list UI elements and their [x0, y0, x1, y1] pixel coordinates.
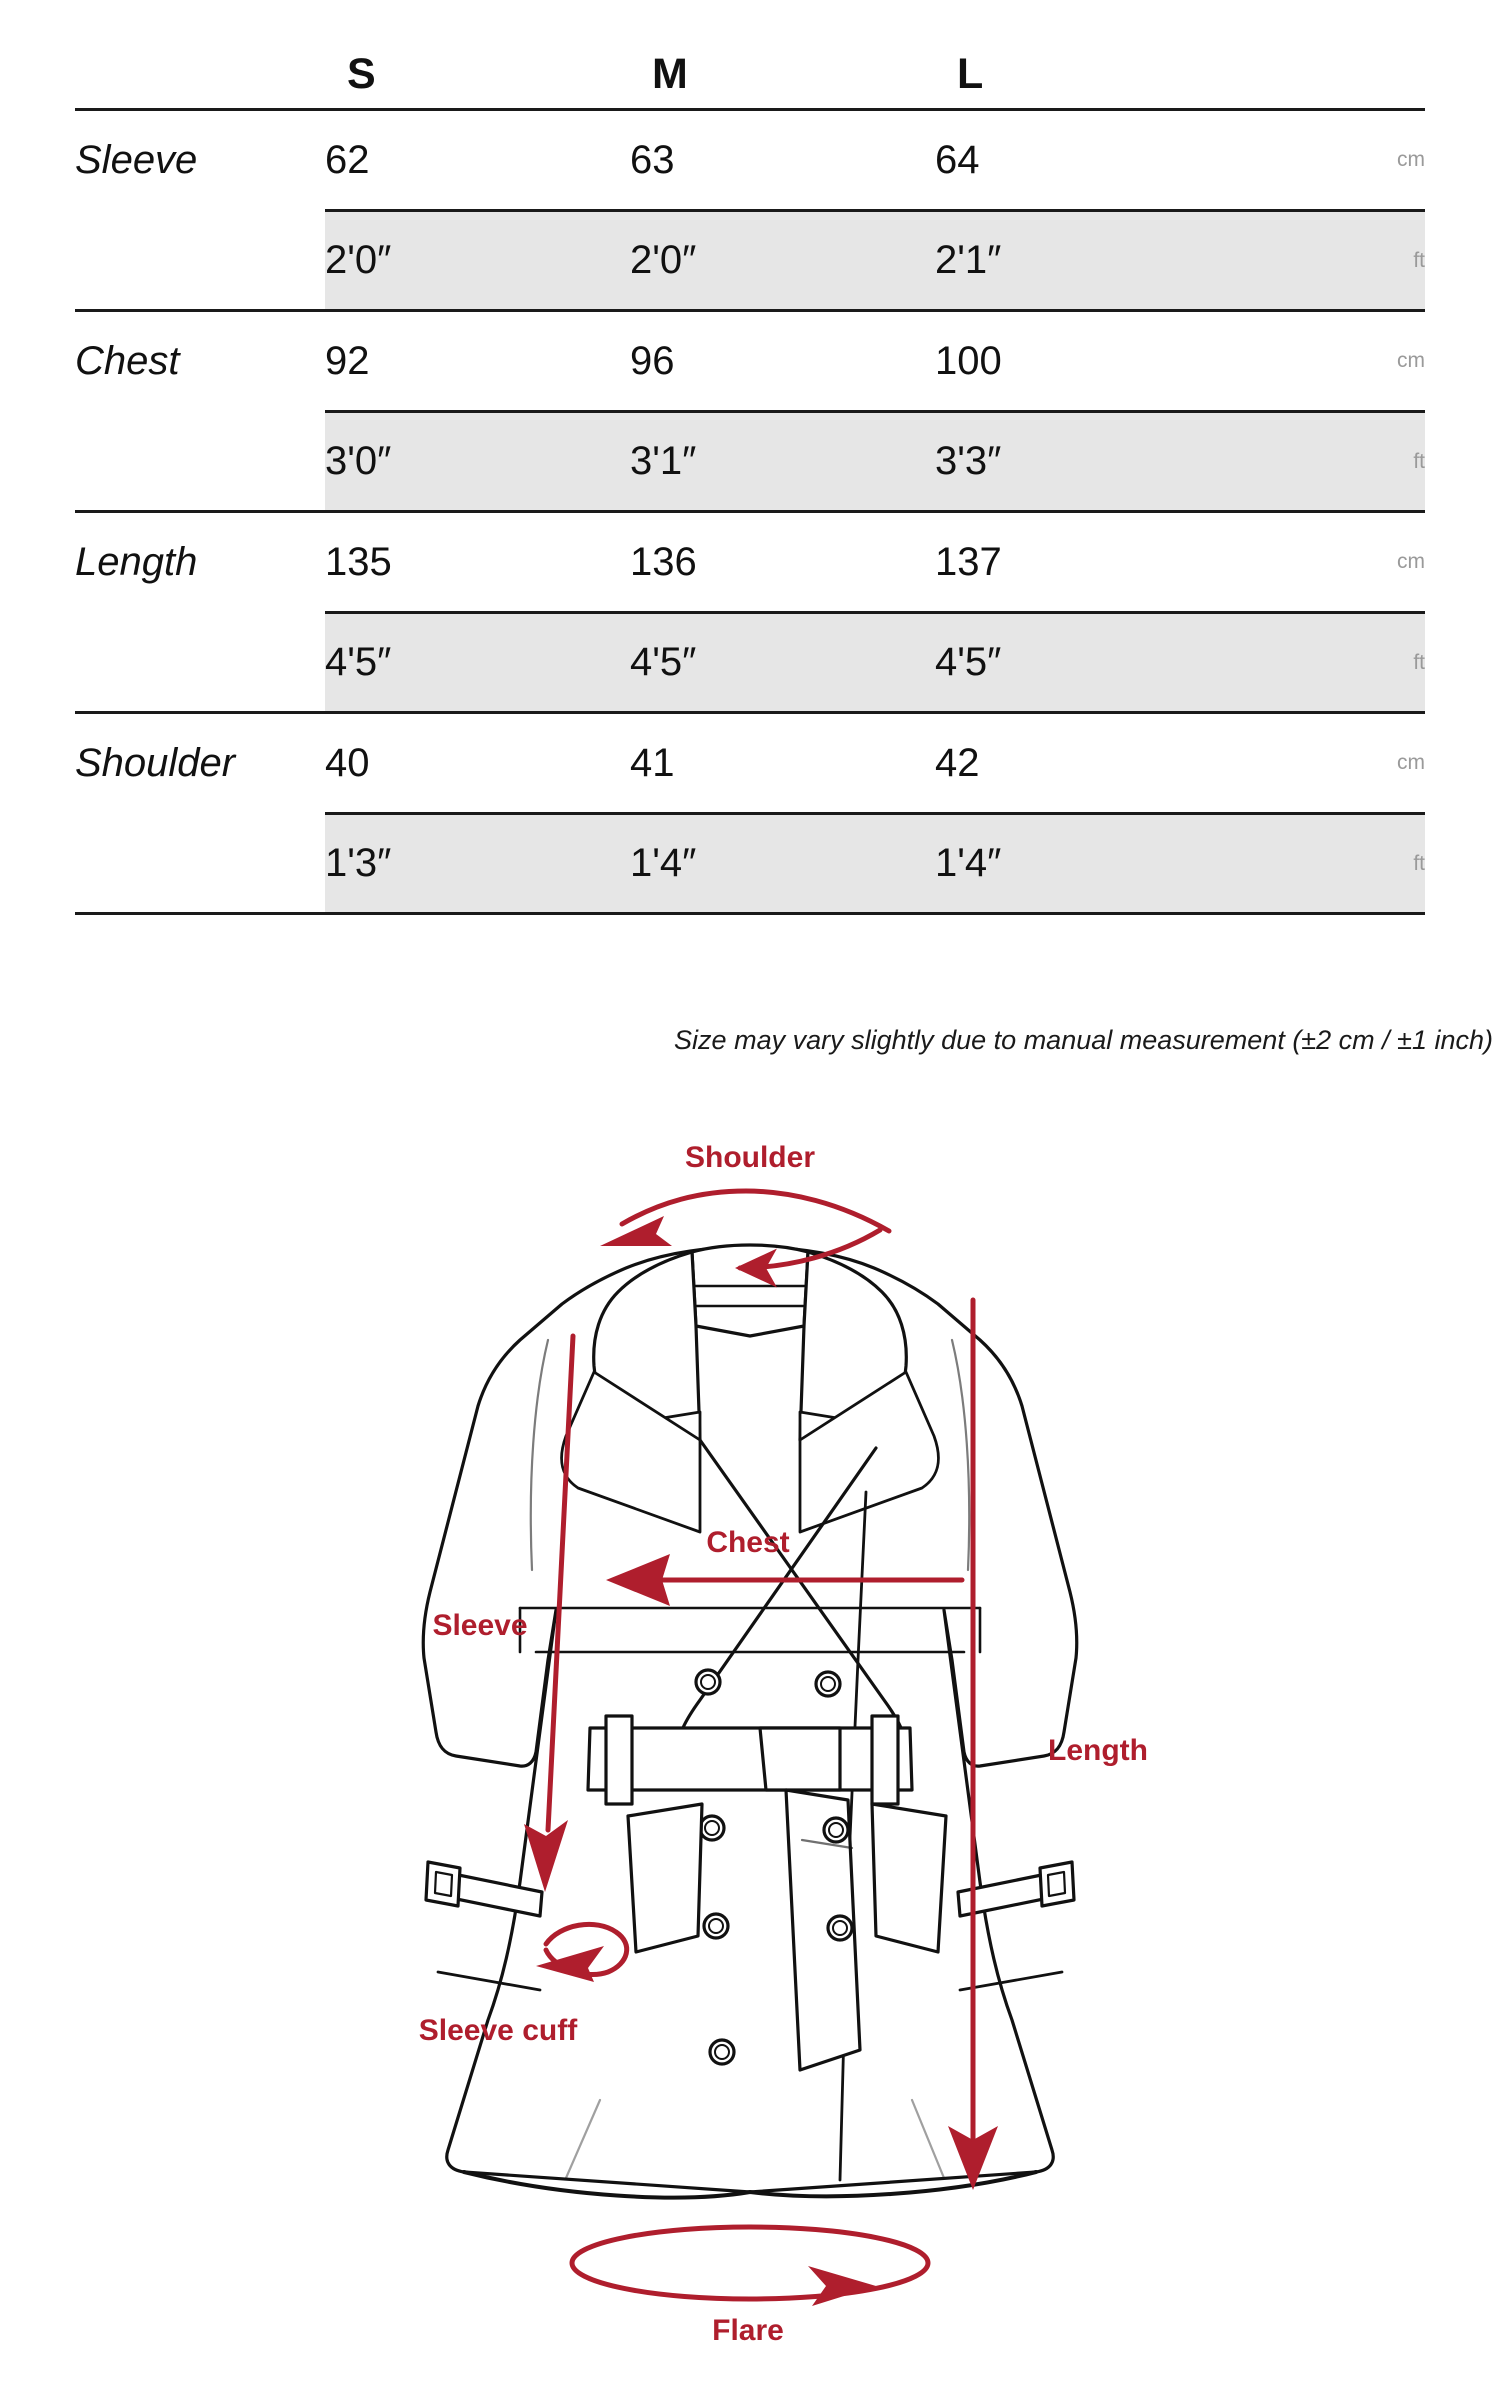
row-label-spacer	[75, 613, 325, 713]
shoulder-arc	[622, 1191, 889, 1231]
table-header-row	[75, 40, 1425, 110]
table-row	[75, 412, 1425, 512]
button	[821, 1677, 835, 1691]
button	[701, 1675, 715, 1689]
table-row	[75, 211, 1425, 311]
button	[833, 1921, 847, 1935]
label-shoulder: Shoulder	[684, 1141, 816, 1174]
header-measurement	[75, 40, 325, 110]
row-label-spacer	[75, 211, 325, 311]
table-row	[75, 613, 1425, 713]
sleeve-m-ft: 2'0″	[630, 211, 935, 311]
table-row	[75, 110, 1425, 211]
label-flare: Flare	[712, 2314, 784, 2347]
coat-outline	[423, 1245, 1077, 2198]
chest-m-cm: 96	[630, 311, 935, 412]
collar-stand	[692, 1245, 808, 1336]
header-size-s: S	[347, 49, 376, 98]
sleeve-m-cm: 63	[630, 110, 935, 211]
chest-l-cm: 100	[935, 311, 1240, 412]
shoulder-s-ft: 1'3″	[325, 814, 630, 914]
header-size-l: L	[957, 49, 983, 98]
shoulder-s-cm: 40	[325, 713, 630, 814]
sleeve-l-cm: 64	[935, 110, 1240, 211]
table-row	[75, 311, 1425, 412]
table-row	[75, 814, 1425, 914]
belt-knot	[760, 1728, 840, 1790]
row-label-chest: Chest	[75, 311, 325, 412]
row-label-shoulder: Shoulder	[75, 713, 325, 814]
chest-l-ft: 3'3″	[935, 412, 1240, 512]
label-length: Length	[1048, 1734, 1148, 1767]
flare-arrowhead	[808, 2266, 876, 2306]
label-sleeve: Sleeve	[432, 1609, 528, 1642]
header-unit	[1240, 40, 1425, 110]
table-row	[75, 512, 1425, 613]
unit-ft: ft	[1240, 211, 1425, 311]
shoulder-l-cm: 42	[935, 713, 1240, 814]
length-l-cm: 137	[935, 512, 1240, 613]
pocket-flap-left	[628, 1804, 702, 1952]
length-s-ft: 4'5″	[325, 613, 630, 713]
shoulder-m-cm: 41	[630, 713, 935, 814]
length-s-cm: 135	[325, 512, 630, 613]
cuff-buckle-left-inner	[435, 1872, 452, 1896]
size-chart-table	[75, 40, 1493, 1055]
button	[715, 2045, 729, 2059]
label-chest: Chest	[706, 1526, 790, 1559]
shoulder-arrowhead	[600, 1216, 672, 1246]
coat-body-silhouette	[423, 1247, 1077, 2192]
measurements-table	[75, 40, 1425, 915]
button	[705, 1821, 719, 1835]
length-m-ft: 4'5″	[630, 613, 935, 713]
row-label-spacer	[75, 412, 325, 512]
shoulder-m-ft: 1'4″	[630, 814, 935, 914]
garment-diagram	[0, 1140, 1500, 2400]
belt-band	[588, 1728, 912, 1790]
cuff-buckle-right-inner	[1048, 1872, 1065, 1896]
sleeve-s-ft: 2'0″	[325, 211, 630, 311]
unit-cm: cm	[1240, 110, 1425, 211]
belt-loop-right	[872, 1716, 898, 1804]
length-m-cm: 136	[630, 512, 935, 613]
button	[829, 1823, 843, 1837]
chest-s-cm: 92	[325, 311, 630, 412]
unit-cm: cm	[1240, 311, 1425, 412]
flare-ellipse	[572, 2227, 928, 2299]
table-row	[75, 713, 1425, 814]
button	[709, 1919, 723, 1933]
unit-ft: ft	[1240, 814, 1425, 914]
chest-s-ft: 3'0″	[325, 412, 630, 512]
length-l-ft: 4'5″	[935, 613, 1240, 713]
table-bottom-rule	[75, 914, 1425, 916]
label-sleeve-cuff: Sleeve cuff	[418, 2014, 578, 2047]
row-label-length: Length	[75, 512, 325, 613]
unit-ft: ft	[1240, 613, 1425, 713]
sleeve-s-cm: 62	[325, 110, 630, 211]
sleeve-l-ft: 2'1″	[935, 211, 1240, 311]
header-size-m: M	[652, 49, 688, 98]
pocket-flap-right	[872, 1804, 946, 1952]
unit-cm: cm	[1240, 512, 1425, 613]
chest-m-ft: 3'1″	[630, 412, 935, 512]
row-label-sleeve: Sleeve	[75, 110, 325, 211]
trench-coat-illustration	[0, 1140, 1500, 2400]
unit-ft: ft	[1240, 412, 1425, 512]
measurement-disclaimer: Size may vary slightly due to manual measurement (±2 cm / ±1 inch)	[674, 1025, 1493, 1055]
belt-loop-left	[606, 1716, 632, 1804]
shoulder-l-ft: 1'4″	[935, 814, 1240, 914]
unit-cm: cm	[1240, 713, 1425, 814]
row-label-spacer	[75, 814, 325, 914]
